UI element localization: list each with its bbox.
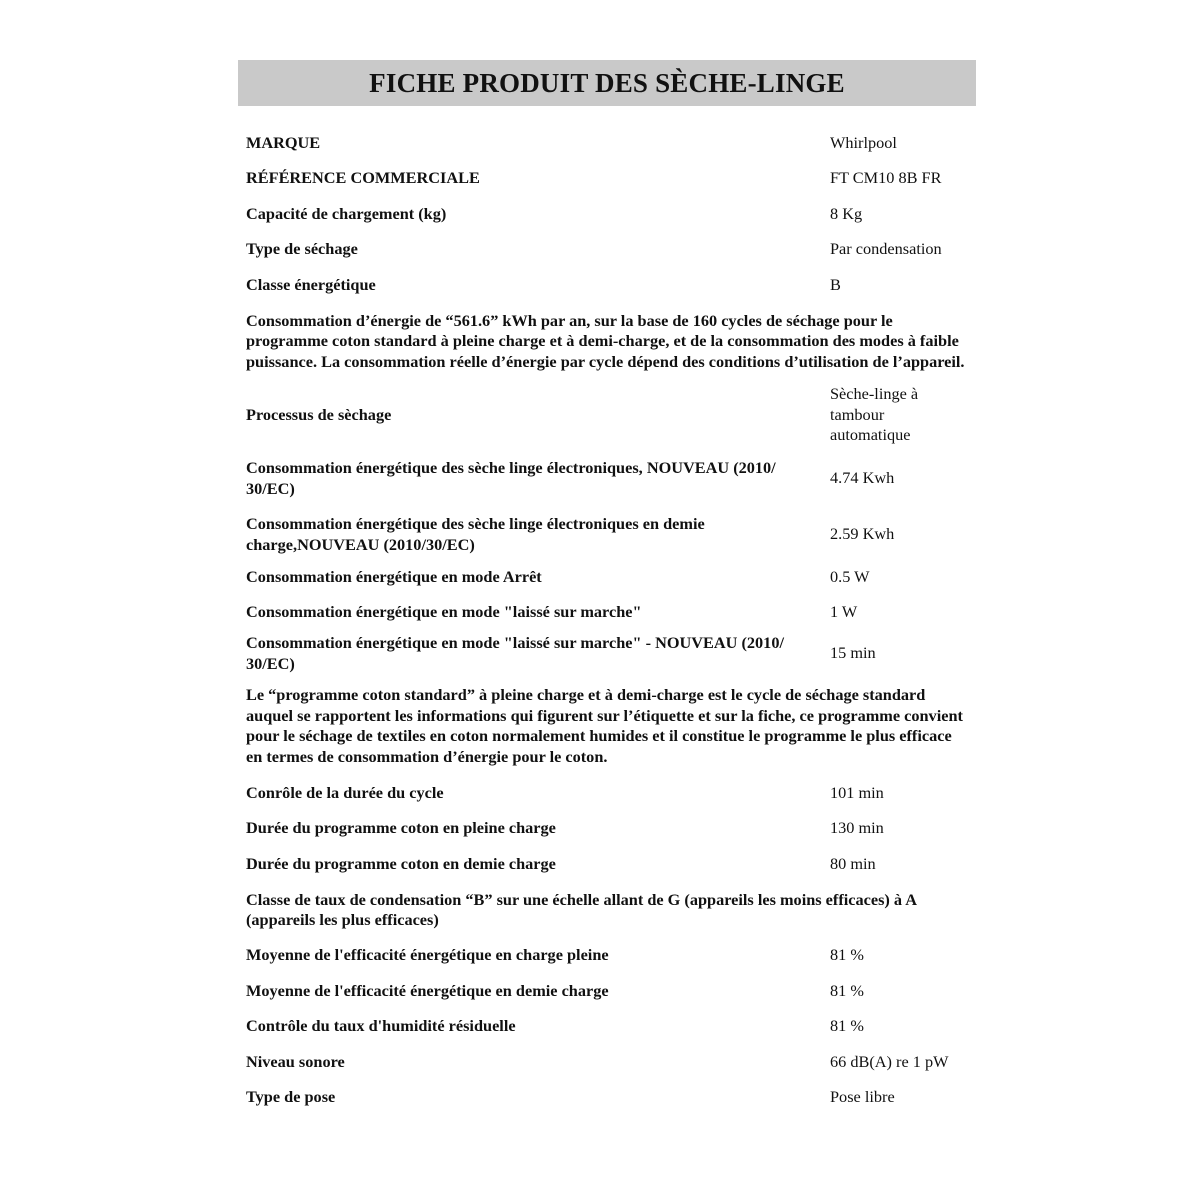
spec-row-brand [246,125,968,161]
spec-label: Conrôle de la durée du cycle [246,782,444,802]
spec-value: Whirlpool [830,132,897,152]
spec-row-drying-process [246,379,968,451]
spec-value: 2.59 Kwh [830,524,895,544]
spec-list [238,106,976,1115]
spec-label: Type de pose [246,1087,336,1106]
spec-label: Capacité de chargement (kg) [246,203,447,223]
spec-label: Durée du programme coton en pleine charge [246,818,556,837]
spec-label: Contrôle du taux d'humidité résiduelle [246,1016,516,1035]
spec-value: 0.5 W [830,566,870,586]
spec-label: Processus de sèchage [246,404,392,424]
spec-row-drying-type [246,232,968,268]
spec-row-energy-full [246,458,968,499]
spec-value: 8 Kg [830,203,863,223]
spec-label: Niveau sonore [246,1051,345,1071]
spec-row-humidity-control [246,1009,968,1045]
spec-label: Moyenne de l'efficacité énergétique en charge pleine [246,945,609,964]
spec-label: Consommation énergétique en mode "laissé sur marche" - NOUVEAU (2010/ 30/EC) [246,633,784,673]
spec-value: Pose libre [830,1087,895,1106]
spec-row-left-on-mode [246,595,968,631]
spec-label: Classe énergétique [246,274,376,294]
title-bar [238,60,976,106]
spec-value: 130 min [830,818,884,837]
spec-row-efficiency-half [246,973,968,1009]
spec-label: Consommation énergétique en mode "laissé sur marche" [246,602,642,621]
spec-label: RÉFÉRENCE COMMERCIALE [246,168,480,187]
spec-label: Moyenne de l'efficacité énergétique en demie charge [246,980,609,1000]
spec-row-left-on-duration [246,633,968,674]
spec-row-energy-class [246,267,968,303]
spec-row-off-mode [246,559,968,595]
spec-value: B [830,274,841,294]
spec-value: 81 % [830,1016,864,1035]
spec-value: 101 min [830,782,884,802]
product-sheet [238,60,976,1115]
spec-value: 66 dB(A) re 1 pW [830,1051,949,1071]
spec-value: Par condensation [830,239,942,258]
spec-row-energy-half [246,514,968,555]
standard-program-note: Le “programme coton standard” à pleine charge et à demi-charge est le cycle de séchage standard auquel se rapportent les informations qui figurent sur l’étiquette et sur la fiche, ce programme convient pour le séchage de textiles en coton normalement humides et il constitue le programme le plus efficace en termes de consommation d’énergie pour le coton. [246,685,963,766]
spec-row-capacity [246,196,968,232]
spec-row-efficiency-full [246,938,968,974]
spec-row-installation-type [246,1080,968,1116]
spec-value: 1 W [830,602,858,621]
energy-consumption-note: Consommation d’énergie de “561.6” kWh par an, sur la base de 160 cycles de séchage pour le programme coton standard à pleine charge et à demi-charge, et de la consommation des modes à faible puissance. La consommation réelle d’énergie par cycle dépend des conditions d’utilisation de l’appareil. [246,310,965,371]
spec-value: 81 % [830,945,864,964]
spec-label: Consommation énergétique en mode Arrêt [246,566,542,586]
spec-row-cycle-control [246,775,968,811]
spec-label: Consommation énergétique des sèche linge électroniques, NOUVEAU (2010/ 30/EC) [246,458,776,498]
spec-value: Sèche-linge à tambour automatique [830,384,919,445]
spec-row-duration-half [246,846,968,882]
spec-value: 80 min [830,853,876,873]
spec-value: 81 % [830,980,864,1000]
page-title: FICHE PRODUIT DES SÈCHE-LINGE [369,67,845,98]
spec-value: 4.74 Kwh [830,468,895,488]
spec-label: Durée du programme coton en demie charge [246,853,556,873]
spec-value: 15 min [830,643,876,663]
condensation-class-note: Classe de taux de condensation “B” sur une échelle allant de G (appareils les moins efficaces) à A (appareils les plus efficaces) [246,889,917,929]
spec-label: Consommation énergétique des sèche linge électroniques en demie charge,NOUVEAU (2010/30/EC) [246,514,705,554]
spec-label: Type de séchage [246,239,358,258]
spec-value: FT CM10 8B FR [830,168,942,187]
spec-row-reference [246,161,968,197]
spec-row-noise-level [246,1044,968,1080]
spec-label: MARQUE [246,132,321,152]
spec-row-duration-full [246,811,968,847]
